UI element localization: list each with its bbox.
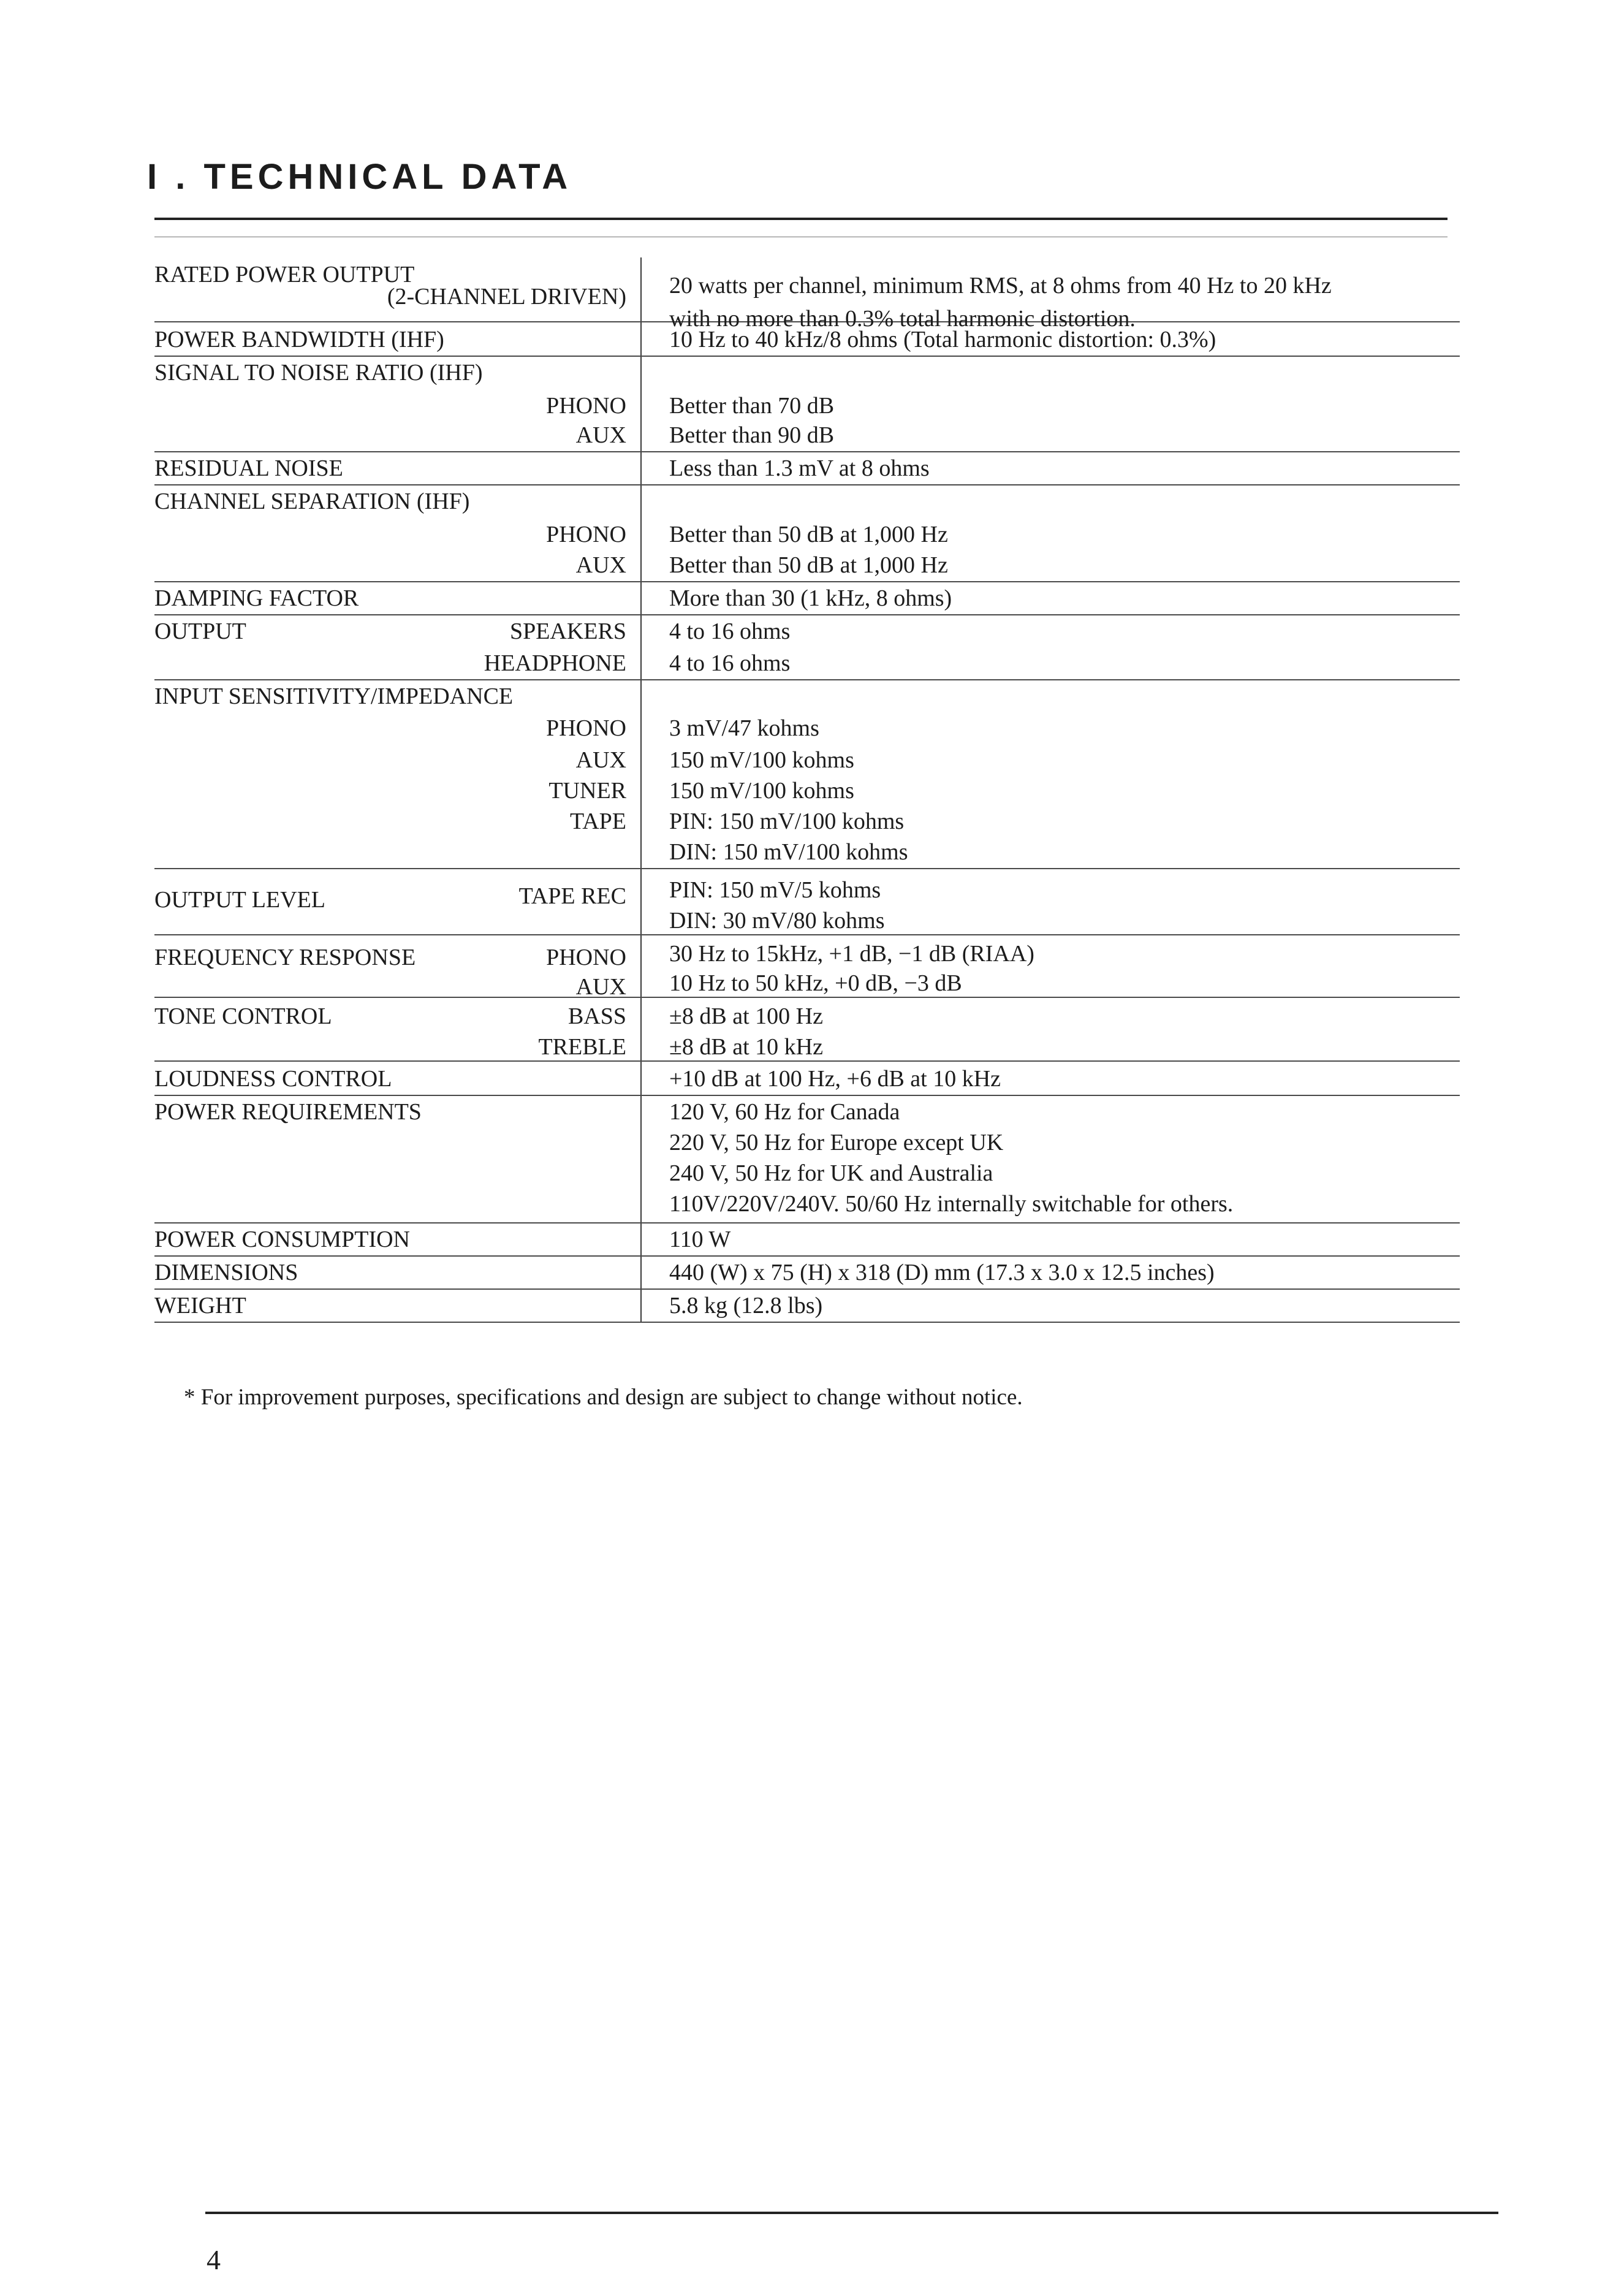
page-title: I . TECHNICAL DATA [147, 157, 572, 197]
spec-sublabel: AUX [575, 422, 626, 448]
spec-label-cell [154, 1257, 626, 1288]
spec-label-cell [154, 869, 626, 934]
spec-sublabel: PHONO [546, 945, 626, 970]
spec-value: 4 to 16 ohms [669, 618, 791, 644]
spec-value: with no more than 0.3% total harmonic distortion. [669, 306, 1136, 332]
spec-label-cell [154, 935, 626, 1000]
spec-row [154, 322, 1460, 357]
spec-label-cell [154, 452, 626, 484]
spec-sublabel: HEADPHONE [484, 650, 626, 676]
spec-label: FREQUENCY RESPONSE [154, 945, 416, 970]
spec-value-cell [669, 1224, 1460, 1255]
spec-sublabel: TAPE [570, 809, 626, 834]
spec-value-cell [669, 452, 1460, 484]
spec-row [154, 1290, 1460, 1323]
spec-value: ±8 dB at 10 kHz [669, 1034, 823, 1060]
spec-label: RATED POWER OUTPUT [154, 262, 415, 287]
spec-value-cell [669, 357, 1460, 451]
spec-row [154, 1062, 1460, 1096]
spec-row [154, 357, 1460, 452]
spec-value: 3 mV/47 kohms [669, 715, 819, 741]
spec-value: ±8 dB at 100 Hz [669, 1003, 823, 1029]
spec-value: Better than 50 dB at 1,000 Hz [669, 522, 948, 547]
spec-sublabel: TAPE REC [518, 883, 626, 909]
spec-value-cell [669, 1290, 1460, 1322]
spec-label-cell [154, 1062, 626, 1095]
spec-label: OUTPUT LEVEL [154, 887, 325, 913]
spec-value: 240 V, 50 Hz for UK and Australia [669, 1160, 993, 1186]
title-rule [154, 218, 1448, 220]
footer-rule [205, 2212, 1498, 2214]
spec-value-cell [669, 1096, 1460, 1222]
spec-label: OUTPUT [154, 618, 246, 644]
spec-label: SIGNAL TO NOISE RATIO (IHF) [154, 360, 483, 386]
spec-sublabel: (2-CHANNEL DRIVEN) [387, 284, 626, 310]
spec-sublabel: PHONO [546, 393, 626, 419]
spec-sublabel: AUX [575, 747, 626, 773]
spec-value: +10 dB at 100 Hz, +6 dB at 10 kHz [669, 1066, 1001, 1092]
spec-label: LOUDNESS CONTROL [154, 1066, 392, 1092]
spec-label-cell [154, 615, 626, 679]
spec-label: WEIGHT [154, 1293, 246, 1319]
spec-value: 110 W [669, 1227, 731, 1252]
spec-label-cell [154, 257, 626, 321]
spec-label: POWER REQUIREMENTS [154, 1099, 422, 1125]
page-number: 4 [207, 2244, 221, 2275]
spec-label: DIMENSIONS [154, 1260, 298, 1285]
spec-value: 10 Hz to 50 kHz, +0 dB, −3 dB [669, 970, 962, 996]
spec-value: 150 mV/100 kohms [669, 747, 854, 773]
spec-label-cell [154, 582, 626, 614]
spec-value: PIN: 150 mV/100 kohms [669, 809, 905, 834]
spec-value: 440 (W) x 75 (H) x 318 (D) mm (17.3 x 3.0 x 12.5 inches) [669, 1260, 1215, 1285]
spec-label: TONE CONTROL [154, 1003, 332, 1029]
spec-row [154, 998, 1460, 1062]
spec-value-cell [669, 257, 1460, 332]
spec-value-cell [669, 680, 1460, 868]
spec-sublabel: PHONO [546, 522, 626, 547]
spec-label: POWER CONSUMPTION [154, 1227, 410, 1252]
spec-row [154, 869, 1460, 935]
spec-value-cell [669, 1062, 1460, 1095]
spec-label-cell [154, 998, 626, 1060]
spec-sublabel: AUX [575, 974, 626, 1000]
spec-label-cell [154, 1290, 626, 1322]
spec-sublabel: PHONO [546, 715, 626, 741]
spec-label: POWER BANDWIDTH (IHF) [154, 327, 444, 352]
spec-value: 110V/220V/240V. 50/60 Hz internally switchable for others. [669, 1191, 1234, 1217]
spec-label-cell [154, 322, 626, 356]
footnote: * For improvement purposes, specifications and design are subject to change without notice. [184, 1385, 1023, 1410]
spec-value: Less than 1.3 mV at 8 ohms [669, 455, 930, 481]
spec-value: More than 30 (1 kHz, 8 ohms) [669, 585, 952, 611]
spec-value: 4 to 16 ohms [669, 650, 791, 676]
spec-row [154, 1224, 1460, 1257]
spec-value: 150 mV/100 kohms [669, 778, 854, 804]
spec-row [154, 680, 1460, 869]
spec-value: 20 watts per channel, minimum RMS, at 8 ohms from 40 Hz to 20 kHz [669, 273, 1332, 299]
spec-value-cell [669, 998, 1460, 1060]
technical-data-table [154, 257, 1460, 1323]
spec-label: DAMPING FACTOR [154, 585, 359, 611]
spec-label-cell [154, 357, 626, 451]
spec-value: 220 V, 50 Hz for Europe except UK [669, 1130, 1004, 1155]
spec-label: CHANNEL SEPARATION (IHF) [154, 489, 470, 514]
spec-value: 30 Hz to 15kHz, +1 dB, −1 dB (RIAA) [669, 941, 1034, 967]
spec-value: Better than 70 dB [669, 393, 835, 419]
spec-row [154, 935, 1460, 998]
spec-value: 10 Hz to 40 kHz/8 ohms (Total harmonic distortion: 0.3%) [669, 327, 1216, 352]
spec-value-cell [669, 615, 1460, 679]
spec-value: Better than 50 dB at 1,000 Hz [669, 552, 948, 578]
spec-label-cell [154, 1224, 626, 1255]
spec-row [154, 485, 1460, 582]
spec-value-cell [669, 582, 1460, 614]
spec-row [154, 1096, 1460, 1224]
spec-value: Better than 90 dB [669, 422, 835, 448]
spec-label-cell [154, 1096, 626, 1222]
spec-value: PIN: 150 mV/5 kohms [669, 877, 881, 903]
spec-value-cell [669, 485, 1460, 581]
spec-label: RESIDUAL NOISE [154, 455, 343, 481]
spec-row [154, 452, 1460, 485]
spec-sublabel: AUX [575, 552, 626, 578]
spec-value-cell [669, 869, 1460, 934]
spec-row [154, 257, 1460, 332]
spec-sublabel: TREBLE [538, 1034, 626, 1060]
spec-value: DIN: 30 mV/80 kohms [669, 908, 885, 934]
spec-value: DIN: 150 mV/100 kohms [669, 839, 908, 865]
spec-label-cell [154, 680, 626, 868]
spec-row [154, 615, 1460, 680]
spec-value: 5.8 kg (12.8 lbs) [669, 1293, 823, 1319]
spec-row [154, 582, 1460, 615]
spec-label-cell [154, 485, 626, 581]
spec-sublabel: BASS [567, 1003, 626, 1029]
spec-value: 120 V, 60 Hz for Canada [669, 1099, 900, 1125]
spec-sublabel: TUNER [548, 778, 626, 804]
spec-value-cell [669, 935, 1460, 997]
spec-label: INPUT SENSITIVITY/IMPEDANCE [154, 683, 514, 709]
spec-sublabel: SPEAKERS [509, 618, 626, 644]
spec-value-cell [669, 1257, 1460, 1288]
spec-row [154, 1257, 1460, 1290]
spec-value-cell [669, 322, 1460, 356]
